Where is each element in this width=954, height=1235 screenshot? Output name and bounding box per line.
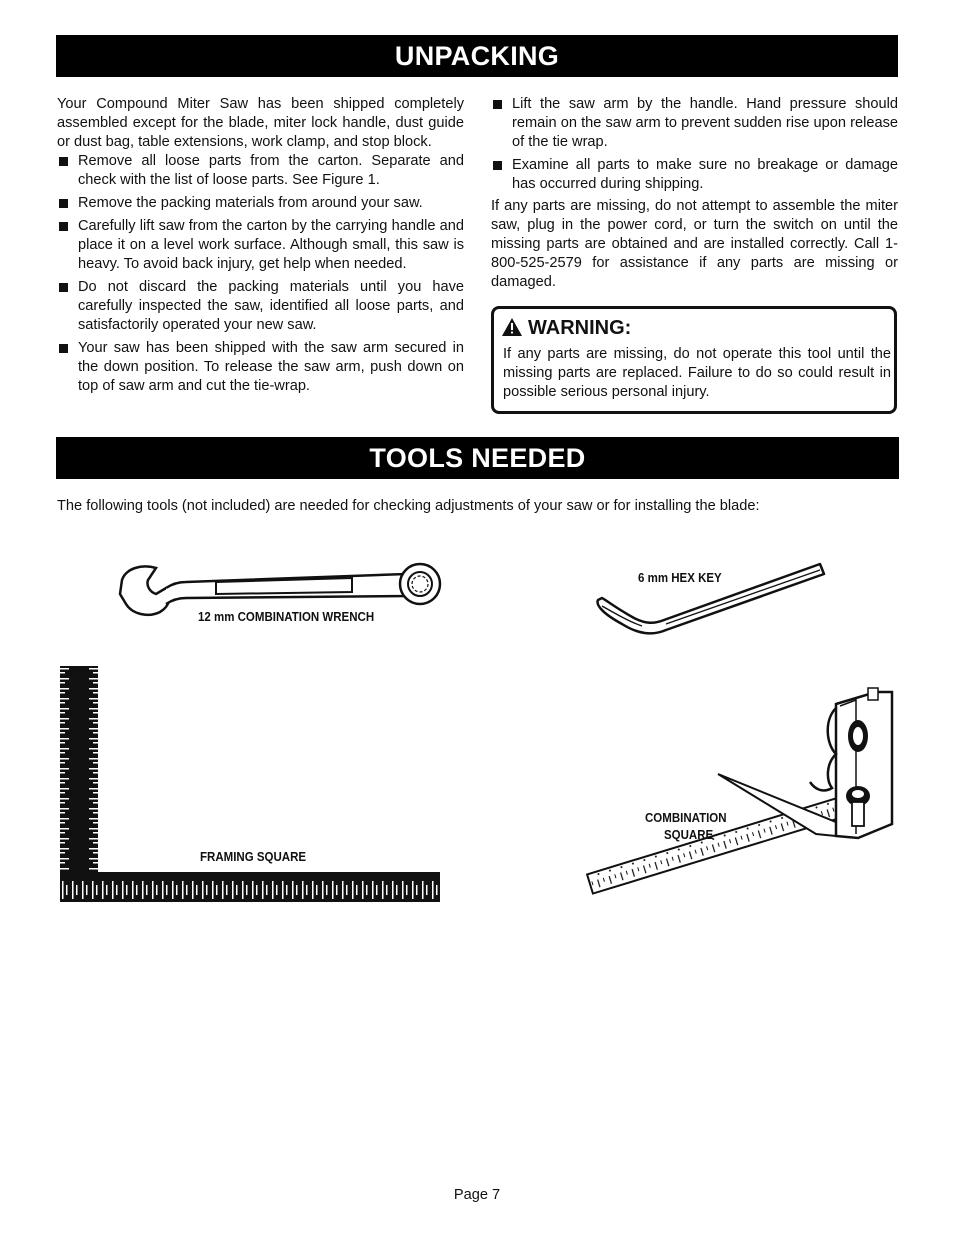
list-item: Carefully lift saw from the carton by the carrying handle and place it on a level work surface. Although small, this saw is heavy. To avoid back injury, get help when needed.: [57, 217, 464, 274]
combination-square-label-line1: COMBINATION: [645, 811, 727, 825]
warning-title: WARNING:: [528, 317, 632, 339]
square-bullet-icon: [493, 100, 502, 109]
framing-square-illustration: [60, 666, 442, 906]
list-item: Do not discard the packing materials until you have carefully inspected the saw, identified all loose parts, and satisfactorily operated your new saw.: [57, 278, 464, 335]
unpacking-heading: UNPACKING: [56, 35, 898, 77]
list-item: Remove the packing materials from around your saw.: [57, 194, 464, 213]
tools-intro: The following tools (not included) are needed for checking adjustments of your saw or for installing the blade:: [57, 498, 760, 514]
unpacking-right-column: [491, 95, 898, 292]
warning-text: If any parts are missing, do not operate this tool until the missing parts are replaced. Failure to do so could result in possible serious personal injury.: [503, 346, 891, 400]
unpacking-left-column: [57, 95, 464, 396]
square-bullet-icon: [59, 344, 68, 353]
warning-triangle-icon: [502, 318, 522, 336]
tools-needed-heading: TOOLS NEEDED: [56, 437, 899, 479]
square-bullet-icon: [59, 222, 68, 231]
square-bullet-icon: [59, 283, 68, 292]
combination-square-label-line2: SQUARE: [664, 828, 714, 842]
warning-heading: [502, 317, 631, 339]
list-item: Lift the saw arm by the handle. Hand pressure should remain on the saw arm to prevent sudden rise upon release of the tie wrap.: [491, 95, 898, 152]
unpacking-intro: Your Compound Miter Saw has been shipped completely assembled except for the blade, miter lock handle, dust guide or dust bag, table extensions, work clamp, and stop block.: [57, 96, 464, 150]
wrench-label: 12 mm COMBINATION WRENCH: [198, 610, 375, 624]
list-item: Your saw has been shipped with the saw arm secured in the down position. To release the saw arm, push down on top of saw arm and cut the tie-wrap.: [57, 339, 464, 396]
unpacking-left-list: [57, 152, 464, 396]
combination-square-illustration: [586, 684, 898, 910]
page-number: Page 7: [453, 1187, 501, 1203]
hex-key-label: 6 mm HEX KEY: [638, 571, 722, 585]
square-bullet-icon: [59, 157, 68, 166]
framing-square-label: FRAMING SQUARE: [200, 850, 307, 864]
square-bullet-icon: [493, 161, 502, 170]
square-bullet-icon: [59, 199, 68, 208]
missing-parts-paragraph: If any parts are missing, do not attempt to assemble the miter saw, plug in the power cord, or turn the switch on until the missing parts are obtained and are installed correctly. Call 1-800-525-2579 for assistance if any parts are missing or damaged.: [491, 198, 898, 290]
list-item: Remove all loose parts from the carton. Separate and check with the list of loose parts. See Figure 1.: [57, 152, 464, 190]
warning-box: [491, 306, 897, 414]
unpacking-right-list: [491, 95, 898, 194]
list-item: Examine all parts to make sure no breakage or damage has occurred during shipping.: [491, 156, 898, 194]
